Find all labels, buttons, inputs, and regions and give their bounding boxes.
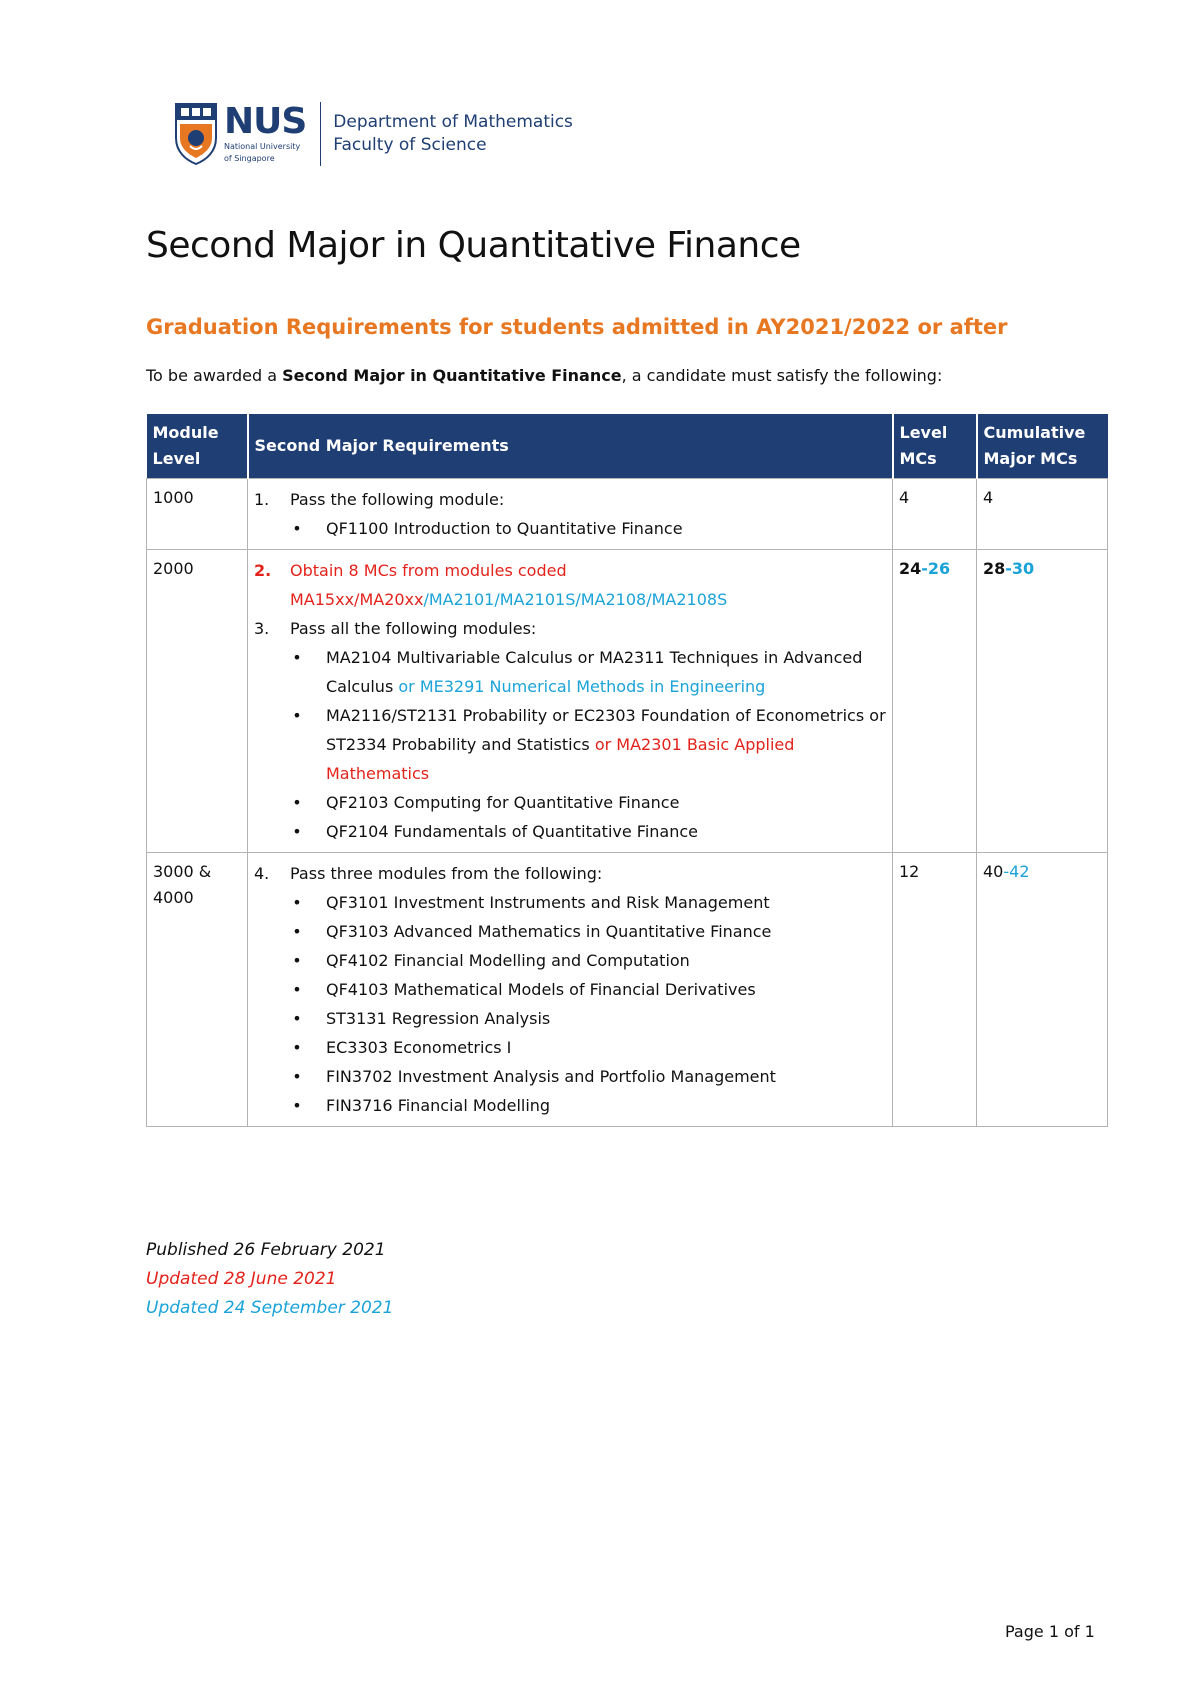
row-level: 3000 & 4000 <box>147 853 248 1127</box>
list-item: • QF1100 Introduction to Quantitative Finance <box>326 514 886 543</box>
department-name: Department of Mathematics <box>333 112 573 132</box>
nus-logo-sub-1: National University <box>224 142 301 151</box>
bullet-icon: • <box>292 706 302 725</box>
requirement-item <box>254 485 886 543</box>
row-level: 1000 <box>147 479 248 550</box>
published-date: Published 26 February 2021 <box>146 1240 386 1260</box>
row-cumulative-mcs: 28-30 <box>977 550 1108 853</box>
item-number: 4. <box>254 864 270 883</box>
bullet-icon: • <box>292 980 302 999</box>
intro-prefix: To be awarded a <box>146 366 283 385</box>
requirement-item <box>254 859 886 1120</box>
row-cumulative-mcs: 40-42 <box>977 853 1108 1127</box>
bullet-icon: • <box>292 822 302 841</box>
row-requirements <box>248 853 893 1127</box>
item-text: Pass all the following modules: <box>290 619 537 638</box>
nus-crest-logo <box>174 102 218 166</box>
row-level-mcs: 4 <box>893 479 977 550</box>
bullet-icon: • <box>292 893 302 912</box>
department-block <box>333 111 573 157</box>
nus-logo-text: NUS <box>224 101 307 142</box>
page-title: Second Major in Quantitative Finance <box>146 225 801 266</box>
row-level-mcs: 24-26 <box>893 550 977 853</box>
faculty-name: Faculty of Science <box>333 135 487 155</box>
nus-logo-sub-2: of Singapore <box>224 154 275 163</box>
list-item: • FIN3716 Financial Modelling <box>326 1091 886 1120</box>
row-requirements <box>248 550 893 853</box>
table-row <box>147 550 1108 853</box>
list-item: • QF2104 Fundamentals of Quantitative Finance <box>326 817 886 846</box>
item-text: Pass three modules from the following: <box>290 864 603 883</box>
bullet-icon: • <box>292 519 302 538</box>
module-codes-blue: /MA2101/MA2101S/MA2108/MA2108S <box>423 590 728 609</box>
item-text: Obtain 8 MCs from modules coded <box>290 561 567 580</box>
item-number: 1. <box>254 490 270 509</box>
header-divider <box>320 102 321 166</box>
item-text: Pass the following module: <box>290 490 505 509</box>
updated-date-1: Updated 28 June 2021 <box>146 1269 337 1289</box>
list-item: • FIN3702 Investment Analysis and Portfolio Management <box>326 1062 886 1091</box>
bullet-icon: • <box>292 648 302 667</box>
row-cumulative-mcs: 4 <box>977 479 1108 550</box>
table-header-row <box>147 414 1108 479</box>
item-number: 3. <box>254 619 270 638</box>
intro-suffix: , a candidate must satisfy the following: <box>621 366 943 385</box>
page-subtitle: Graduation Requirements for students admitted in AY2021/2022 or after <box>146 315 1008 339</box>
list-item: • MA2116/ST2131 Probability or EC2303 Foundation of Econometrics or ST2334 Probability and Statistics or MA2301 Basic Applied Mathematics <box>326 701 886 788</box>
bullet-icon: • <box>292 1038 302 1057</box>
list-item: • QF2103 Computing for Quantitative Finance <box>326 788 886 817</box>
row-level-mcs: 12 <box>893 853 977 1127</box>
intro-paragraph <box>146 366 942 385</box>
nus-wordmark <box>224 101 307 164</box>
row-requirements <box>248 479 893 550</box>
requirement-item <box>254 614 886 846</box>
table-row <box>147 853 1108 1127</box>
list-item: • MA2104 Multivariable Calculus or MA2311 Techniques in Advanced Calculus or ME3291 Numerical Methods in Engineering <box>326 643 886 701</box>
letterhead <box>174 98 573 170</box>
bullet-icon: • <box>292 1009 302 1028</box>
list-item: • QF3103 Advanced Mathematics in Quantitative Finance <box>326 917 886 946</box>
bullet-icon: • <box>292 951 302 970</box>
requirement-item <box>254 556 886 614</box>
row-level: 2000 <box>147 550 248 853</box>
header-module-level: Module Level <box>147 414 248 479</box>
header-level-mcs: Level MCs <box>893 414 977 479</box>
revision-notes <box>146 1236 393 1323</box>
bullet-icon: • <box>292 922 302 941</box>
header-requirements: Second Major Requirements <box>248 414 893 479</box>
page-number: Page 1 of 1 <box>1005 1622 1095 1641</box>
list-item: • QF4103 Mathematical Models of Financial Derivatives <box>326 975 886 1004</box>
header-cumulative-mcs: Cumulative Major MCs <box>977 414 1108 479</box>
updated-date-2: Updated 24 September 2021 <box>146 1298 394 1318</box>
module-codes-red: MA15xx/MA20xx <box>290 590 424 609</box>
item-number: 2. <box>254 561 272 580</box>
bullet-icon: • <box>292 1067 302 1086</box>
list-item: • ST3131 Regression Analysis <box>326 1004 886 1033</box>
bullet-icon: • <box>292 793 302 812</box>
table-row <box>147 479 1108 550</box>
list-item: • QF4102 Financial Modelling and Computation <box>326 946 886 975</box>
intro-bold: Second Major in Quantitative Finance <box>282 366 622 385</box>
requirements-table <box>146 414 1108 1127</box>
list-item: • EC3303 Econometrics I <box>326 1033 886 1062</box>
bullet-icon: • <box>292 1096 302 1115</box>
list-item: • QF3101 Investment Instruments and Risk Management <box>326 888 886 917</box>
